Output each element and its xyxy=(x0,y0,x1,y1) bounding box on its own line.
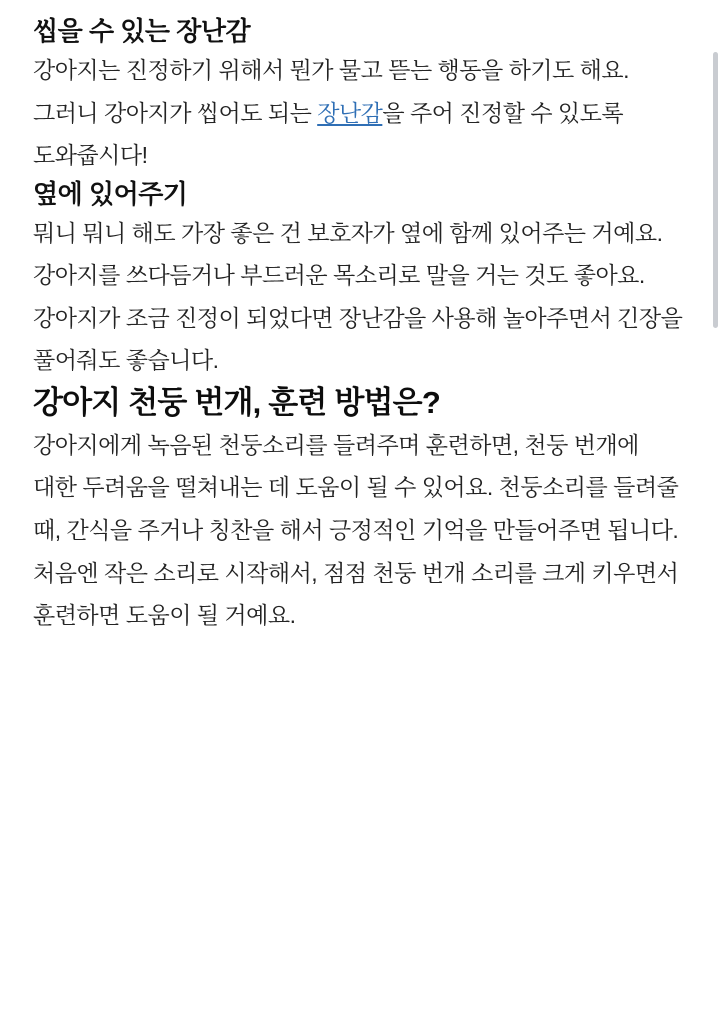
paragraph-chew-toy xyxy=(33,49,684,177)
section-heading-chew-toy: 씹을 수 있는 장난감 xyxy=(33,16,251,46)
paragraph-stay-beside: 뭐니 뭐니 해도 가장 좋은 건 보호자가 옆에 함께 있어주는 거예요. 강아지를 쓰다듬거나 부드러운 목소리로 말을 거는 것도 좋아요. 강아지가 조금 진정이 되었다면 장난감을 사용해 놀아주면서 긴장을 풀어줘도 좋습니다. xyxy=(33,219,683,374)
scrollbar-thumb[interactable] xyxy=(713,52,718,328)
section-heading-thunder-training: 강아지 천둥 번개, 훈련 방법은? xyxy=(33,385,440,421)
section-heading-stay-beside: 옆에 있어주기 xyxy=(33,178,188,209)
paragraph-chew-toy-text-before-link: 강아지는 진정하기 위해서 뭔가 물고 뜯는 행동을 하기도 해요. 그러니 강아지가 씹어도 되는 xyxy=(33,57,629,126)
paragraph-chew-toy-text-after-link: 을 주어 진정할 수 있도록 도와줍시다! xyxy=(33,99,624,169)
paragraph-thunder-training-2: 처음엔 작은 소리로 시작해서, 점점 천둥 번개 소리를 크게 키우면서 훈련하면 도움이 될 거예요. xyxy=(33,559,679,629)
paragraph-thunder-training-1: 강아지에게 녹음된 천둥소리를 들려주며 훈련하면, 천둥 번개에 대한 두려움을 떨쳐내는 데 도움이 될 수 있어요. 천둥소리를 들려줄 때, 간식을 주거나 칭찬을 해서 긍정적인 기억을 만들어주면 됩니다. xyxy=(33,431,679,543)
vertical-scrollbar[interactable] xyxy=(712,0,720,1035)
article-content xyxy=(33,0,684,637)
toy-link[interactable]: 장난감 xyxy=(317,99,383,126)
